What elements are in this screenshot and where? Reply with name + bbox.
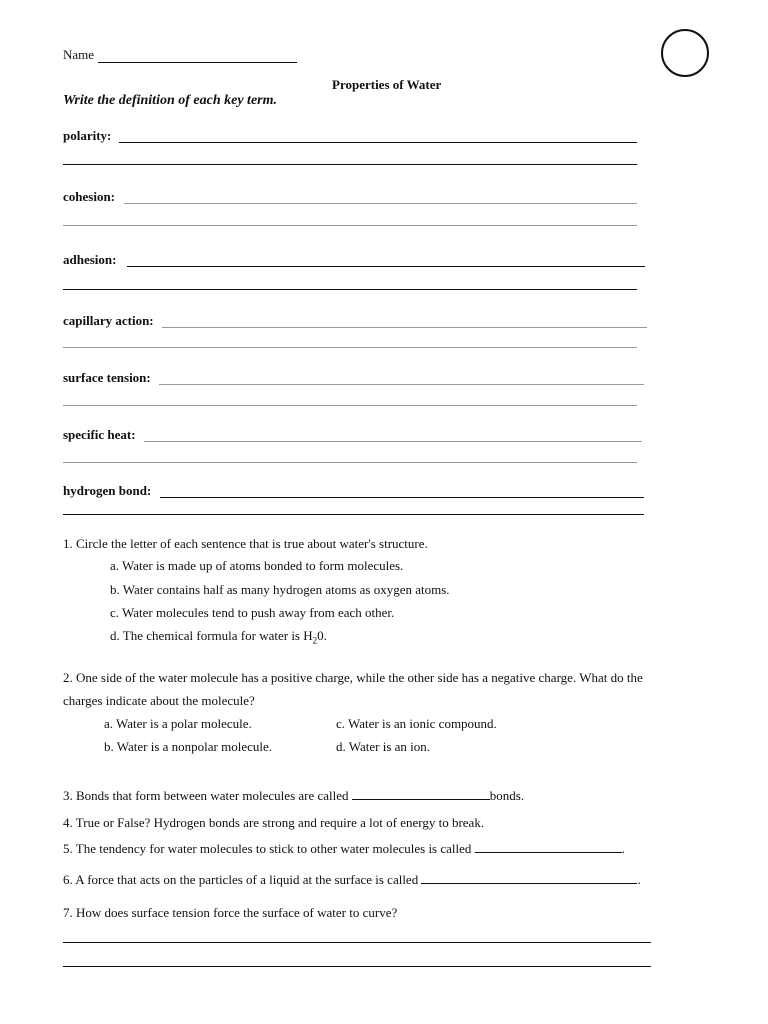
term-label-surface-tension: surface tension: bbox=[63, 370, 151, 385]
q1-option-a[interactable]: a. Water is made up of atoms bonded to form molecules. bbox=[110, 558, 404, 573]
q6-blank[interactable] bbox=[421, 871, 637, 884]
q1-option-c[interactable]: c. Water molecules tend to push away from each other. bbox=[110, 605, 395, 620]
q1-option-d[interactable] bbox=[110, 628, 327, 646]
instruction-heading: Write the definition of each key term. bbox=[63, 93, 277, 108]
question-6 bbox=[63, 871, 641, 888]
term-answer-line[interactable] bbox=[124, 203, 637, 204]
term-answer-line[interactable] bbox=[63, 289, 637, 290]
q7-answer-line[interactable] bbox=[63, 966, 651, 967]
q5-text-after: . bbox=[621, 841, 625, 856]
term-answer-line[interactable] bbox=[63, 164, 637, 165]
term-label-hydrogen-bond: hydrogen bond: bbox=[63, 483, 152, 498]
term-answer-line[interactable] bbox=[63, 462, 637, 463]
term-answer-line[interactable] bbox=[63, 225, 637, 226]
term-answer-line[interactable] bbox=[127, 266, 645, 267]
question-3 bbox=[63, 787, 524, 804]
question-1: 1. Circle the letter of each sentence that is true about water's structure. bbox=[63, 536, 428, 551]
term-answer-line[interactable] bbox=[63, 405, 637, 406]
term-label-cohesion: cohesion: bbox=[63, 189, 115, 204]
score-circle bbox=[661, 29, 709, 77]
q6-text-before: 6. A force that acts on the particles of a liquid at the surface is called bbox=[63, 872, 422, 887]
term-answer-line[interactable] bbox=[144, 441, 642, 442]
q7-answer-line[interactable] bbox=[63, 942, 651, 943]
q3-text-after: bonds. bbox=[489, 788, 525, 803]
question-5 bbox=[63, 840, 625, 857]
q3-text-before: 3. Bonds that form between water molecules are called bbox=[63, 788, 352, 803]
term-answer-line[interactable] bbox=[63, 514, 644, 515]
question-2-line1: 2. One side of the water molecule has a positive charge, while the other side has a negative charge. What do the bbox=[63, 670, 643, 685]
term-answer-line[interactable] bbox=[160, 497, 644, 498]
q2-option-a[interactable]: a. Water is a polar molecule. bbox=[104, 716, 252, 731]
name-label: Name bbox=[63, 47, 95, 62]
term-label-adhesion: adhesion: bbox=[63, 252, 117, 267]
q2-option-b[interactable]: b. Water is a nonpolar molecule. bbox=[104, 739, 273, 754]
term-answer-line[interactable] bbox=[159, 384, 644, 385]
question-7: 7. How does surface tension force the surface of water to curve? bbox=[63, 905, 398, 920]
q2-option-d[interactable]: d. Water is an ion. bbox=[336, 739, 431, 754]
question-4: 4. True or False? Hydrogen bonds are strong and require a lot of energy to break. bbox=[63, 815, 485, 830]
q1-option-d-end: 0. bbox=[317, 628, 327, 643]
q5-text-before: 5. The tendency for water molecules to stick to other water molecules is called bbox=[63, 841, 475, 856]
q6-text-after: . bbox=[637, 872, 641, 887]
q3-blank[interactable] bbox=[352, 787, 490, 800]
q2-option-c[interactable]: c. Water is an ionic compound. bbox=[336, 716, 497, 731]
term-answer-line[interactable] bbox=[119, 142, 637, 143]
term-answer-line[interactable] bbox=[162, 327, 647, 328]
term-label-polarity: polarity: bbox=[63, 128, 112, 143]
term-answer-line[interactable] bbox=[63, 347, 637, 348]
q1-option-d-text: d. The chemical formula for water is H bbox=[110, 628, 313, 643]
term-label-specific-heat: specific heat: bbox=[63, 427, 136, 442]
question-2-line2: charges indicate about the molecule? bbox=[63, 693, 255, 708]
page-title: Properties of Water bbox=[332, 77, 442, 92]
q1-option-d-subscript: 2 bbox=[312, 635, 318, 646]
term-label-capillary-action: capillary action: bbox=[63, 313, 154, 328]
q5-blank[interactable] bbox=[475, 840, 622, 853]
name-field[interactable] bbox=[98, 62, 297, 63]
q1-option-b[interactable]: b. Water contains half as many hydrogen atoms as oxygen atoms. bbox=[110, 582, 450, 597]
